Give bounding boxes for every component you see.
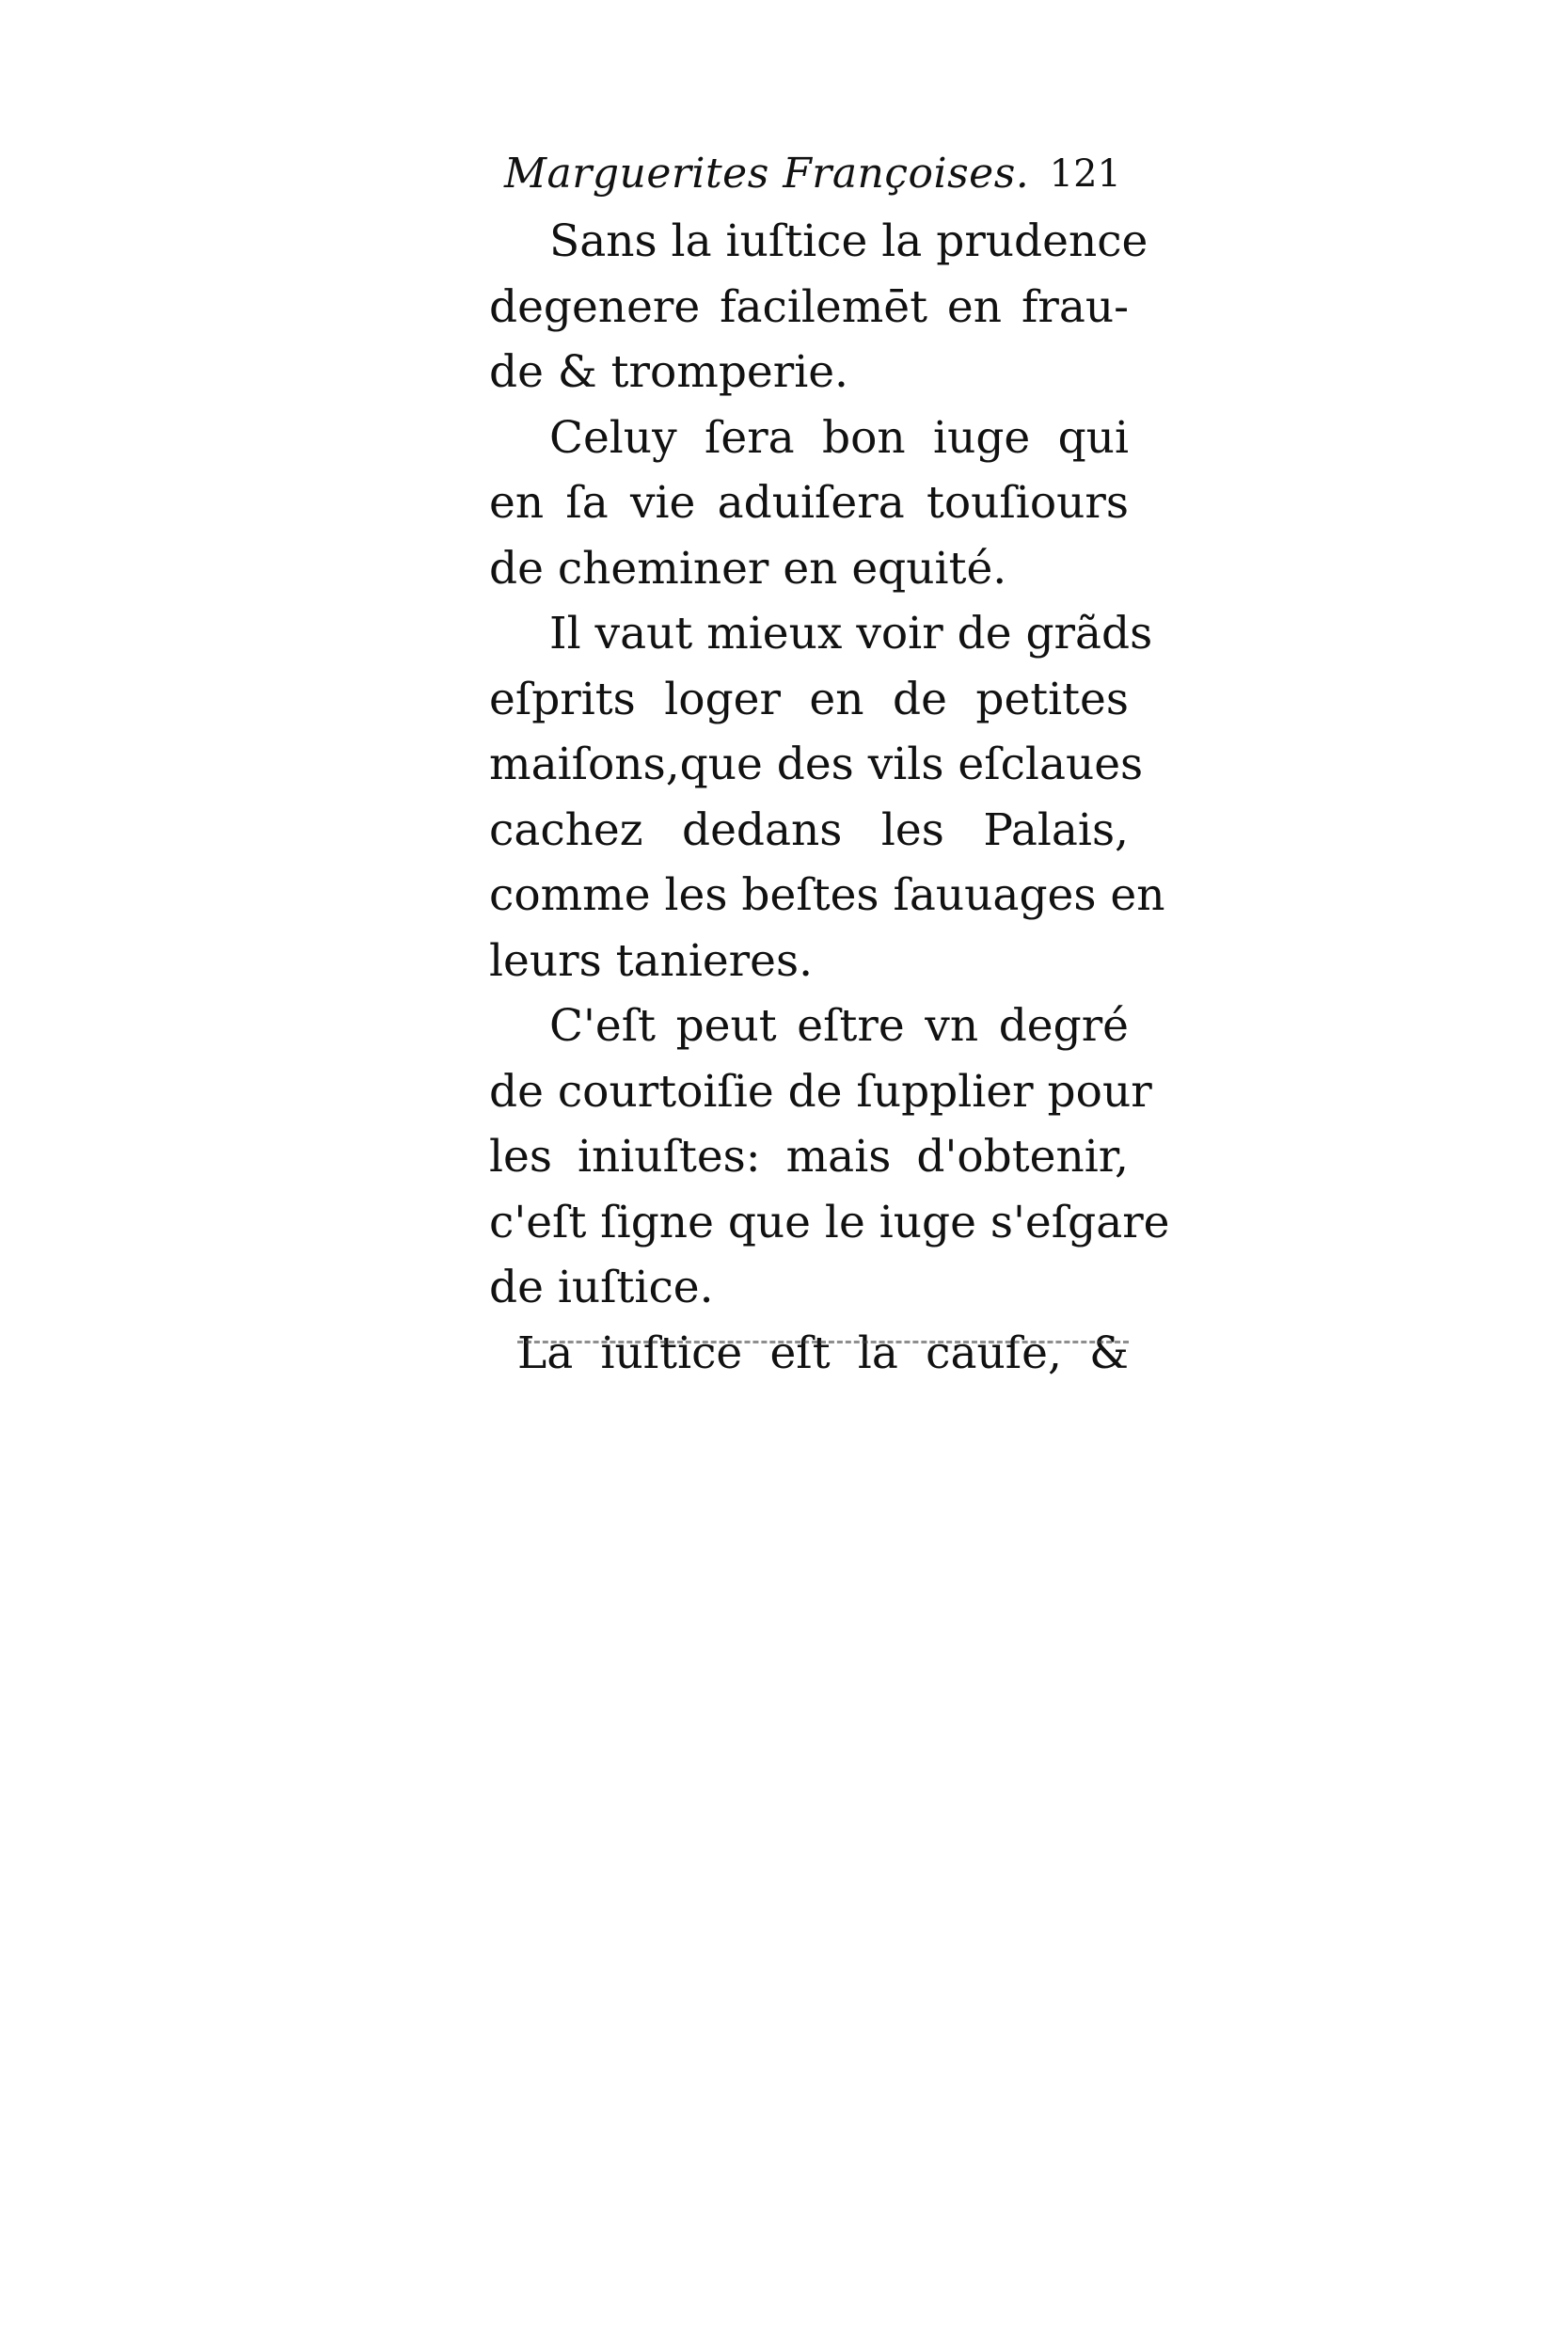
running-head	[489, 141, 1129, 207]
paragraph-4-line-2: de courtoiſie de ſupplier pour	[489, 1065, 1152, 1118]
paragraph-2-line-1: Celuy ſera bon iuge qui	[549, 411, 1129, 464]
catchline: La iuſtice eſt la cauſe, &	[517, 1327, 1129, 1379]
paragraph-3-line-3: maiſons,que des vils eſclaues	[489, 739, 1144, 790]
book-page	[489, 141, 1170, 1386]
paragraph-1-line-1: Sans la iuſtice la prudence	[549, 215, 1148, 267]
paragraph-3-line-6: leurs tanieres.	[489, 934, 814, 987]
paragraph-4-line-3: les iniuſtes: mais d'obtenir,	[489, 1131, 1129, 1183]
page-bottom-rule	[517, 1341, 1129, 1343]
running-title: Marguerites Françoises.	[504, 150, 1030, 198]
paragraph-4-line-4: c'eſt ſigne que le iuge s'eſgare	[489, 1196, 1170, 1248]
paragraph-3-line-1: Il vaut mieux voir de grãds	[549, 608, 1153, 660]
paragraph-2-line-2: en ſa vie aduiſera touſiours	[489, 477, 1129, 529]
paragraph-1-line-3: de & tromperie.	[489, 346, 848, 398]
paragraph-3-line-2: eſprits loger en de petites	[489, 673, 1129, 725]
paragraph-1-line-2: degenere facilemēt en frau-	[489, 280, 1129, 333]
text-block	[489, 209, 1170, 1386]
paragraph-3-line-5: comme les beſtes ſauuages en	[489, 869, 1165, 921]
paragraph-2-line-3: de cheminer en equité.	[489, 542, 1007, 595]
paragraph-3-line-4: cachez dedans les Palais,	[489, 803, 1129, 856]
paragraph-4-line-1: C'eſt peut eſtre vn degré	[549, 1000, 1129, 1052]
paragraph-4-line-5: de iuſtice.	[489, 1262, 714, 1313]
page-number: 121	[1049, 152, 1121, 196]
